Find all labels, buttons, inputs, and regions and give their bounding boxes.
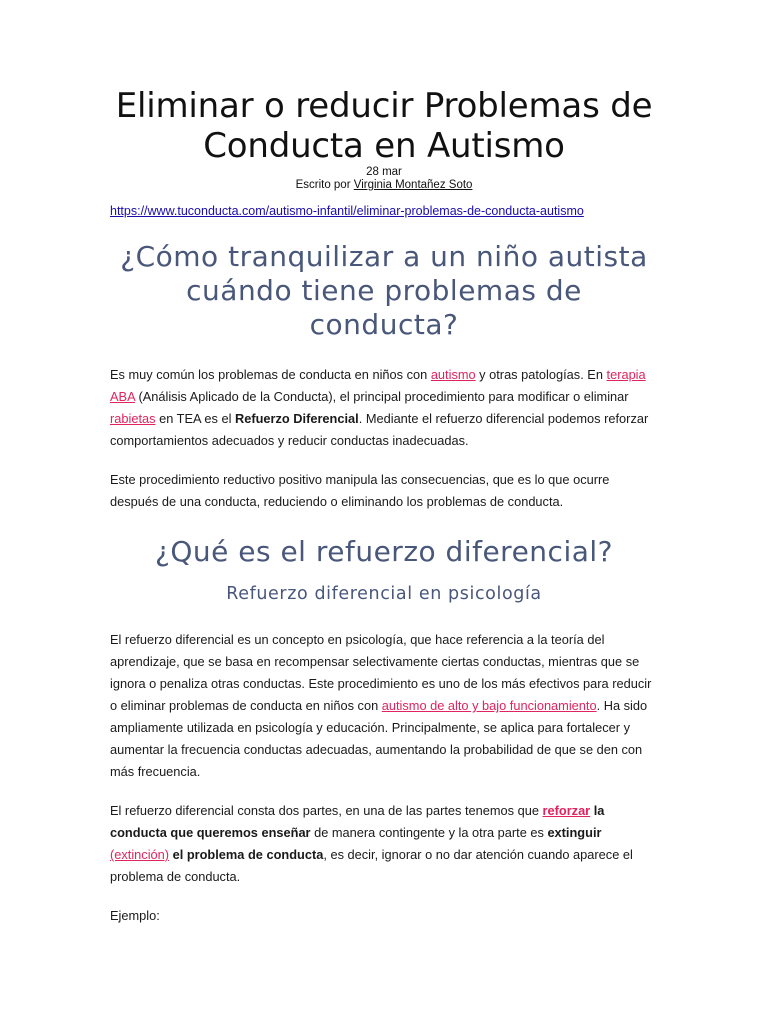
paragraph-1: [110, 364, 658, 452]
paragraph-2: Este procedimiento reductivo positivo manipula las consecuencias, que es lo que ocurre después de una conducta, reduciendo o eliminando los problemas de conducta.: [110, 472, 610, 509]
page-title: Eliminar o reducir Problemas de Conducta en Autismo: [115, 86, 653, 166]
bold-text: Refuerzo Diferencial: [234, 411, 359, 426]
byline-prefix: Escrito por: [295, 179, 354, 191]
section-heading-2: ¿Qué es el refuerzo diferencial?: [154, 535, 614, 568]
text: y otras patologías. En: [475, 367, 607, 382]
text: en TEA es el: [155, 411, 235, 426]
reforzar-link[interactable]: reforzar: [542, 803, 591, 818]
paragraph-5: Ejemplo:: [110, 908, 160, 923]
section-heading-1: ¿Cómo tranquilizar a un niño autista cuándo tiene problemas de conducta?: [120, 240, 648, 341]
autismo-link[interactable]: autismo: [430, 367, 476, 382]
extincion-link[interactable]: (extinción): [110, 847, 170, 862]
text: (Análisis Aplicado de la Conducta), el principal procedimiento para modificar o eliminar: [134, 389, 629, 404]
paragraph-4: [110, 800, 658, 888]
bold-text: el problema de conducta: [172, 847, 324, 862]
text: Es muy común los problemas de conducta en niños con: [110, 367, 431, 382]
bold-text: extinguir: [547, 825, 602, 840]
article: [110, 86, 658, 927]
paragraph-3: [110, 629, 658, 783]
text: de manera contingente y la otra parte es: [310, 825, 548, 840]
bold-text: la conducta que queremos enseñar: [110, 803, 605, 840]
autismo-funcionamiento-link[interactable]: autismo de alto y bajo funcionamiento: [381, 698, 597, 713]
text: . Ha sido ampliamente utilizada en psicología y educación. Principalmente, se aplica para fortalecer y aumentar la frecuencia conductas adecuadas, aumentando la probabilidad de que se den con más frecuencia.: [110, 698, 648, 779]
text: El refuerzo diferencial es un concepto en psicología, que hace referencia a la teoría del aprendizaje, que se basa en recompensar selectivamente ciertas conductas, mientras que se ignora o penaliza otras conductas. Este procedimiento es uno de los más efectivos para reducir o eliminar problemas de conducta en niños con: [110, 632, 652, 713]
subheading: Refuerzo diferencial en psicología: [226, 584, 542, 604]
text: . Mediante el refuerzo diferencial podemos reforzar comportamientos adecuados y reducir conductas inadecuadas.: [110, 411, 649, 448]
byline: [110, 179, 658, 192]
text: , es decir, ignorar o no dar atención cuando aparece el problema de conducta.: [110, 847, 633, 884]
source-url-link[interactable]: https://www.tuconducta.com/autismo-infantil/eliminar-problemas-de-conducta-autismo: [110, 204, 584, 218]
author-link[interactable]: Virginia Montañez Soto: [353, 179, 473, 191]
text: El refuerzo diferencial consta dos partes, en una de las partes tenemos que: [110, 803, 543, 818]
terapia-aba-link[interactable]: terapia ABA: [110, 367, 646, 404]
post-date: 28 mar: [366, 166, 402, 178]
rabietas-link[interactable]: rabietas: [110, 411, 156, 426]
